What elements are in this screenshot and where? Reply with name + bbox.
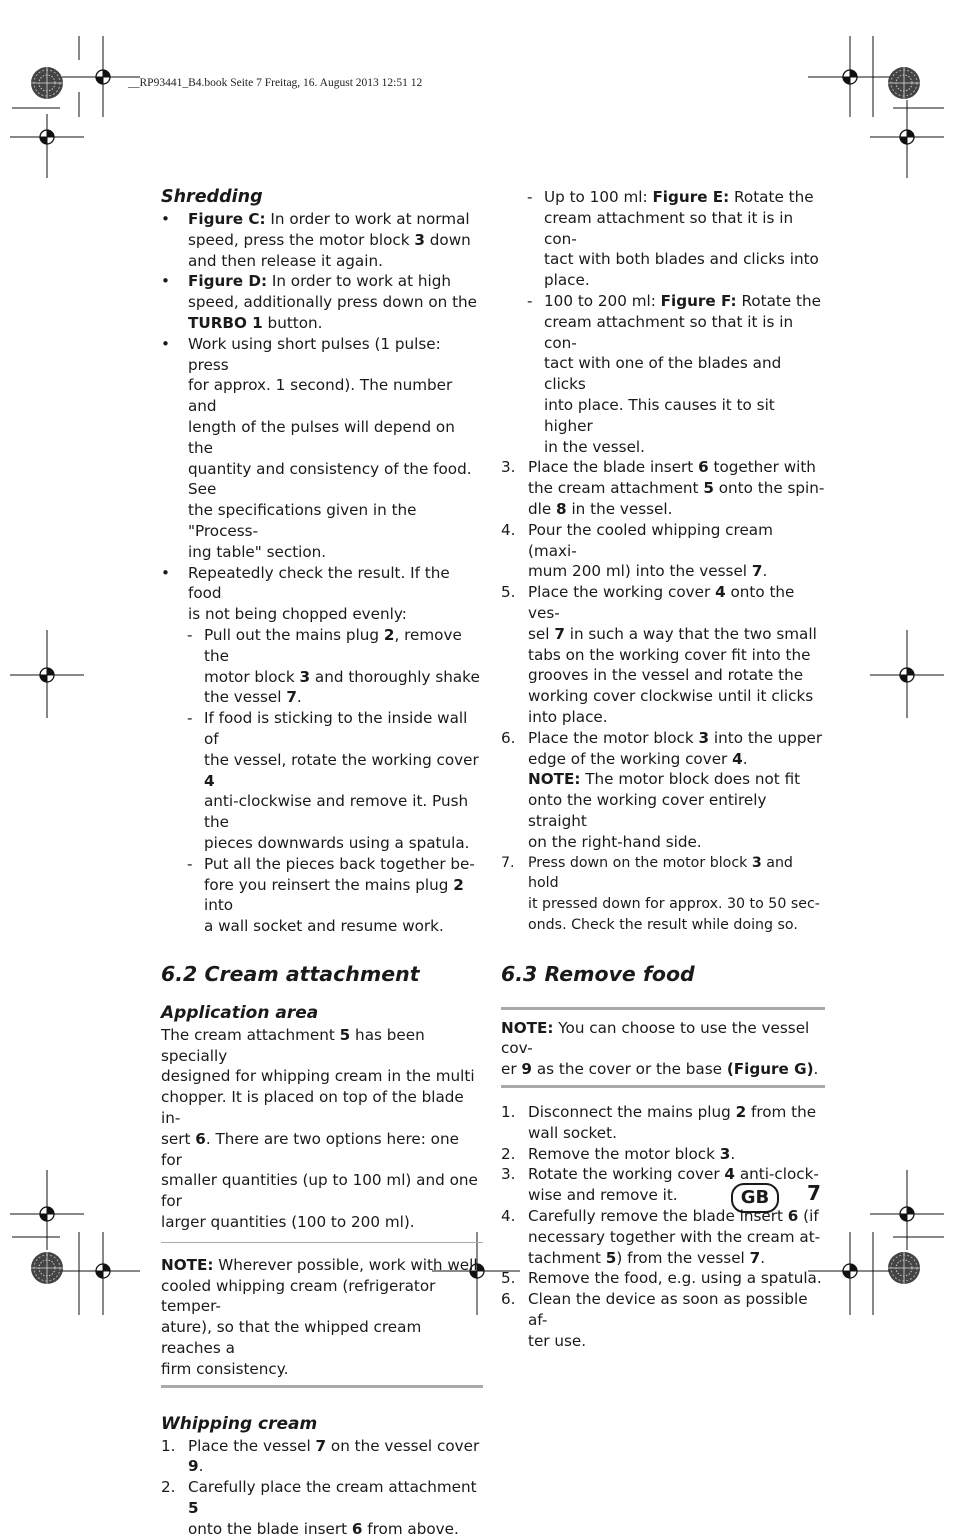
part-number: 3 [414,230,425,249]
part-number: 6 [351,1519,363,1538]
text: for approx. 1 second). The number and [188,376,453,416]
text: 100 to 200 ml: [544,291,661,310]
right-column [501,187,825,1352]
text: fore you reinsert the mains plug [204,875,454,894]
step-number: 6. [501,728,516,747]
part-number: 9 [188,1457,199,1476]
text: smaller quantities (up to 100 ml) and one for [161,1171,478,1211]
text: Place the motor block [528,728,699,747]
text: pieces downwards using a spatula. [204,833,470,852]
text: In order to work at normal [265,210,470,228]
dash-item [187,854,483,937]
list-item [161,271,483,333]
part-number: 5 [605,1248,617,1267]
text: Place the vessel [188,1436,316,1455]
text: Rotate the working cover [528,1165,725,1184]
text: anti-clock- [735,1165,819,1184]
dash: - [527,188,533,206]
text: Rotate the [736,291,821,310]
list-item [161,209,483,271]
left-column [161,186,483,1540]
list-item [501,1206,825,1268]
text: motor block [204,667,300,686]
text: Up to 100 ml: [544,188,653,206]
text: . [762,562,768,581]
list-item [161,1477,483,1539]
turbo-label: TURBO 1 [188,313,263,332]
page-number: 7 [807,1181,821,1205]
text: the vessel [204,688,287,707]
text: in the vessel. [566,499,673,518]
text: tact with both blades and clicks into [544,250,819,269]
text: Wherever possible, work with well [213,1255,478,1274]
text: has been specially [161,1025,425,1065]
text: tabs on the working cover fit into the [528,645,811,664]
text: You can choose to use the vessel cov- [501,1018,810,1058]
text: The motor block does not fit [580,770,801,789]
part-number: 3 [719,1144,731,1163]
step-number: 7. [501,854,515,871]
text: into the upper [709,728,823,747]
part-number: 2 [453,875,464,894]
list-item [501,457,825,519]
part-number: 7 [315,1436,327,1455]
text: , remove the [204,625,462,665]
text: sel [528,624,555,643]
text: tact with one of the blades and clicks [544,354,782,394]
remove-food-steps [501,1102,825,1352]
part-number: 9 [521,1060,532,1079]
text: button. [262,313,323,332]
text: onto the blade insert [188,1519,352,1538]
figure-ref: (Figure G) [726,1060,814,1079]
text: necessary together with the cream at- [528,1227,821,1246]
text: Carefully remove the blade insert [528,1207,788,1226]
text: ter use. [528,1331,587,1350]
part-number: 4 [715,583,726,602]
list-item [161,563,483,625]
text: designed for whipping cream in the multi [161,1067,475,1086]
bullet: • [161,272,170,291]
text: . [730,1144,736,1163]
text: in the vessel. [544,437,645,456]
part-number: 3 [698,728,710,747]
text: and hold [528,854,793,892]
note-label: NOTE: [501,1018,554,1037]
figure-ref: Figure C: [188,210,266,228]
text: down [424,230,471,249]
dash: - [187,625,193,644]
text: Carefully place the cream attachment [188,1478,477,1497]
text: a wall socket and resume work. [204,917,444,936]
text: Place the working cover [528,583,716,602]
text: onto the working cover entirely straight [528,791,767,830]
text: er [501,1060,522,1079]
dash: - [187,709,193,728]
divider [161,1385,483,1388]
text: the specifications given in the "Process- [188,501,417,540]
text: Place the blade insert [528,458,699,477]
bullet: • [161,210,170,228]
text: . [813,1060,819,1079]
text: place. [544,271,590,290]
text: The cream attachment [161,1025,340,1044]
part-number: 2 [383,625,395,644]
text: dle [528,499,557,518]
text: If food is sticking to the inside wall of [204,709,468,748]
text: grooves in the vessel and rotate the [528,666,804,685]
text: . [760,1248,766,1267]
text: Clean the device as soon as possible af- [528,1290,808,1330]
list-item [161,334,483,563]
text: on the right-hand side. [528,832,702,851]
figure-ref: Figure D: [188,272,268,291]
text: ) from the vessel [616,1248,750,1267]
text: onto the ves- [528,583,795,622]
bullet: • [161,563,170,582]
part-number: 7 [286,688,297,707]
text: firm consistency. [161,1359,289,1378]
part-number: 3 [299,667,311,686]
step-number: 2. [501,1144,516,1163]
step-number: 3. [501,1165,516,1184]
text: cooled whipping cream (refrigerator temper- [161,1276,436,1316]
dash-item [187,625,483,708]
note-box [161,1255,483,1380]
text: . [296,688,302,707]
text: together with [708,458,816,477]
list-item [501,853,825,936]
text: speed, press the motor block [188,230,415,249]
part-number: 5 [188,1499,199,1518]
list-item [501,520,825,582]
part-number: 7 [751,562,763,581]
text: as the cover or the base [532,1060,727,1079]
text: Press down on the motor block [528,854,752,871]
text: sert [161,1129,196,1148]
text: In order to work at high [267,272,451,291]
part-number: 4 [732,749,743,768]
dash: - [527,291,533,310]
application-area-heading: Application area [161,1002,319,1023]
text: the vessel, rotate the working cover [204,750,479,769]
step-number: 6. [501,1290,516,1309]
divider [501,1007,825,1010]
part-number: 5 [703,479,714,498]
part-number: 8 [556,499,567,518]
whipping-cream-heading: Whipping cream [161,1413,318,1434]
step-number: 4. [501,1207,516,1226]
step-number: 5. [501,583,516,602]
text: Disconnect the mains plug [528,1103,736,1122]
print-header: __RP93441_B4.book Seite 7 Freitag, 16. August 2013 12:51 12 [128,77,423,89]
language-badge: GB [731,1183,779,1213]
text: on the vessel cover [326,1436,480,1455]
part-number: 6 [195,1129,206,1148]
text: Put all the pieces back together be- [204,854,475,873]
text: Work using short pulses (1 pulse: press [188,334,441,374]
text: Pull out the mains plug [204,625,384,644]
divider [501,1085,825,1088]
part-number: 3 [751,854,762,871]
text: wise and remove it. [528,1186,678,1205]
text: . There are two options here: one for [161,1129,459,1169]
text: Remove the motor block [528,1144,720,1163]
text: cream attachment so that it is in con- [544,312,794,352]
text: Pour the cooled whipping cream (maxi- [528,520,773,560]
text: ature), so that the whipped cream reaches a [161,1318,422,1358]
dash: - [187,854,193,873]
dash-item [527,187,825,291]
text: cream attachment so that it is in con- [544,208,794,248]
figure-ref: Figure E: [652,188,730,206]
step-number: 2. [161,1478,176,1497]
text: quantity and consistency of the food. See [188,459,472,499]
step-number: 3. [501,458,516,477]
list-item [501,1144,825,1165]
text: is not being chopped evenly: [188,605,407,624]
shredding-heading: Shredding [161,187,263,207]
text: Remove the food, e.g. using a spatula. [528,1269,822,1288]
text: anti-clockwise and remove it. Push the [204,792,469,832]
text: onds. Check the result while doing so. [528,916,798,933]
list-item [501,728,825,853]
list-item [501,1102,825,1144]
text: it pressed down for approx. 30 to 50 sec- [528,896,820,913]
text: larger quantities (100 to 200 ml). [161,1213,415,1232]
text: and then release it again. [188,251,383,270]
part-number: 4 [204,771,215,790]
bullet: • [161,334,170,353]
text: and thoroughly shake [310,667,480,686]
part-number: 5 [339,1025,351,1044]
part-number: 6 [698,458,709,477]
text: length of the pulses will depend on the [188,417,455,457]
text: into place. This causes it to sit higher [544,395,775,435]
note-label: NOTE: [161,1255,214,1274]
section-heading-6-2: 6.2 Cream attachment [161,961,420,986]
list-item [161,1436,483,1478]
text: from the [746,1103,817,1122]
text: from above. [362,1519,459,1538]
text: working cover clockwise until it clicks [528,687,814,706]
text: the cream attachment [528,479,704,498]
text: ing table" section. [188,542,327,561]
dash-item [187,708,483,854]
text: chopper. It is placed on top of the blade in- [161,1088,464,1128]
text: into [204,896,234,915]
list-item [501,582,825,728]
text: Repeatedly check the result. If the food [188,563,450,603]
figure-ref: Figure F: [660,291,737,310]
step-number: 1. [501,1103,516,1122]
dash-item [527,291,825,457]
text: in such a way that the two small [564,624,817,643]
part-number: 2 [735,1103,747,1122]
text: edge of the working cover [528,749,733,768]
step-number: 4. [501,520,516,539]
text: into place. [528,707,608,726]
divider [161,1242,483,1243]
text: . [198,1457,204,1476]
section-heading-6-3: 6.3 Remove food [501,961,695,986]
text: wall socket. [528,1123,617,1142]
text: mum 200 ml) into the vessel [528,562,752,581]
note-box [501,1018,825,1080]
text: Rotate the [729,188,814,206]
list-item [501,1289,825,1351]
step-number: 1. [161,1436,176,1455]
step-number: 5. [501,1269,516,1288]
part-number: 4 [724,1165,735,1184]
text: onto the spin- [713,479,825,498]
text: (if [798,1207,819,1226]
note-label: NOTE: [528,770,581,789]
part-number: 6 [787,1207,799,1226]
text: speed, additionally press down on the [188,293,478,312]
part-number: 7 [554,624,565,643]
list-item [501,1268,825,1289]
text: . [742,749,748,768]
part-number: 7 [749,1248,761,1267]
text: tachment [528,1248,606,1267]
